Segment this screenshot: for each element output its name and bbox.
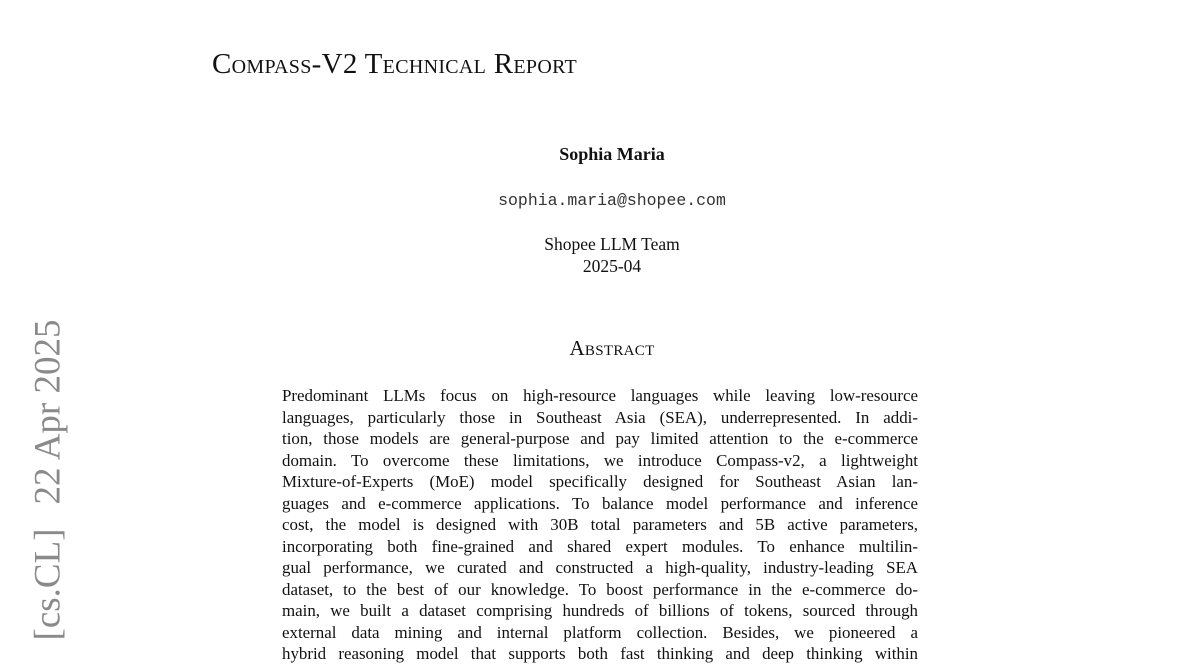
abstract-line: gual performance, we curated and constructed a high-quality, industry-leading SEA — [282, 558, 918, 577]
abstract-heading: Abstract — [569, 336, 655, 360]
abstract-line: incorporating both fine-grained and shared expert modules. To enhance multilin- — [282, 536, 918, 556]
affiliation: Shopee LLM Team — [544, 234, 680, 254]
abstract-line: domain. To overcome these limitations, we introduce Compass-v2, a lightweight — [282, 450, 918, 470]
abstract-line: languages, particularly those in Southeast Asia (SEA), underrepresented. In addi- — [282, 407, 918, 427]
author-name: Sophia Maria — [559, 144, 665, 164]
arxiv-date: 22 Apr 2025 — [27, 319, 69, 505]
author-affiliation-block — [412, 233, 812, 277]
abstract-line: tion, those models are general-purpose and pay limited attention to the e-commerce — [282, 429, 918, 448]
abstract-line: external data mining and internal platform collection. Besides, we pioneered a — [282, 622, 918, 642]
abstract-line: main, we built a dataset comprising hundreds of billions of tokens, sourced through — [282, 601, 918, 620]
arxiv-category: [cs.CL] — [27, 528, 69, 641]
abstract-line: Predominant LLMs focus on high-resource languages while leaving low-resource — [282, 386, 918, 405]
abstract-line: Mixture-of-Experts (MoE) model specifically designed for Southeast Asian lan- — [282, 472, 918, 491]
abstract-line: cost, the model is designed with 30B total parameters and 5B active parameters, — [282, 515, 918, 534]
abstract-line: guages and e-commerce applications. To balance model performance and inference — [282, 493, 918, 513]
arxiv-identifier-stamp — [27, 320, 70, 641]
abstract-line-cut-off: hybrid reasoning model that supports both fast thinking and deep thinking within — [282, 644, 918, 663]
paper-title: Compass-V2 Technical Report — [212, 48, 578, 80]
report-date: 2025-04 — [582, 256, 642, 276]
abstract-line: dataset, to the best of our knowledge. To boost performance in the e-commerce do- — [282, 579, 918, 599]
abstract-body — [282, 385, 918, 663]
author-email: sophia.maria@shopee.com — [498, 191, 726, 210]
